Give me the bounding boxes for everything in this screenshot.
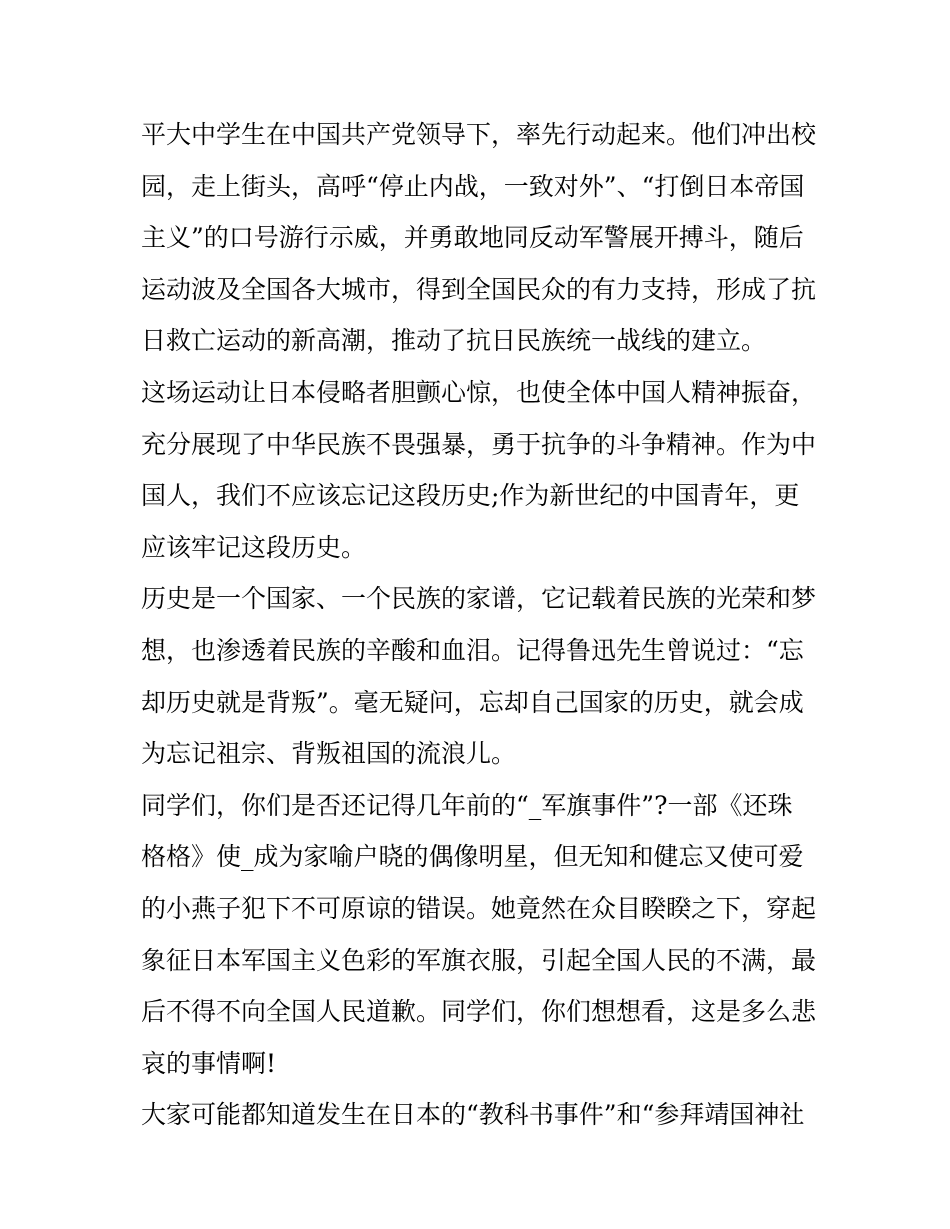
text-line: 却历史就是背叛”。毫无疑问，忘却自己国家的历史，就会成 bbox=[141, 687, 804, 717]
document-body bbox=[141, 109, 817, 1141]
text-line: 应该牢记这段历史。 bbox=[141, 532, 367, 562]
text-line: 平大中学生在中国共产党领导下，率先行动起来。他们冲出校 bbox=[141, 120, 817, 149]
text-line: 运动波及全国各大城市，得到全国民众的有力支持，形成了抗 bbox=[141, 274, 817, 304]
text-line: 这场运动让日本侵略者胆颤心惊，也使全体中国人精神振奋， bbox=[141, 377, 817, 407]
text-line: 想，也渗透着民族的辛酸和血泪。记得鲁迅先生曾说过：“忘 bbox=[141, 635, 804, 665]
text-line: 同学们，你们是否还记得几年前的“_军旗事件”?一部《还珠 bbox=[141, 790, 793, 820]
text-line: 的小燕子犯下不可原谅的错误。她竟然在众目睽睽之下，穿起 bbox=[141, 893, 817, 923]
text-line: 象征日本军国主义色彩的军旗衣服，引起全国人民的不满，最 bbox=[141, 945, 817, 975]
text-line: 格格》使_成为家喻户晓的偶像明星，但无知和健忘又使可爱 bbox=[141, 842, 804, 872]
text-line: 为忘记祖宗、背叛祖国的流浪儿。 bbox=[141, 739, 517, 769]
text-line: 园，走上街头，高呼“停止内战，一致对外”、“打倒日本帝国 bbox=[141, 171, 805, 201]
text-line: 国人，我们不应该忘记这段历史;作为新世纪的中国青年，更 bbox=[141, 481, 800, 511]
text-line: 历史是一个国家、一个民族的家谱，它记载着民族的光荣和梦 bbox=[141, 584, 817, 614]
text-line: 大家可能都知道发生在日本的“教科书事件”和“参拜靖国神社 bbox=[141, 1100, 805, 1130]
text-line: 主义”的口号游行示威，并勇敢地同反动军警展开搏斗，随后 bbox=[141, 223, 804, 253]
text-line: 充分展现了中华民族不畏强暴，勇于抗争的斗争精神。作为中 bbox=[141, 429, 817, 459]
text-line: 哀的事情啊! bbox=[141, 1048, 277, 1078]
text-line: 后不得不向全国人民道歉。同学们，你们想想看，这是多么悲 bbox=[141, 997, 817, 1027]
text-line: 日救亡运动的新高潮，推动了抗日民族统一战线的建立。 bbox=[141, 326, 767, 356]
